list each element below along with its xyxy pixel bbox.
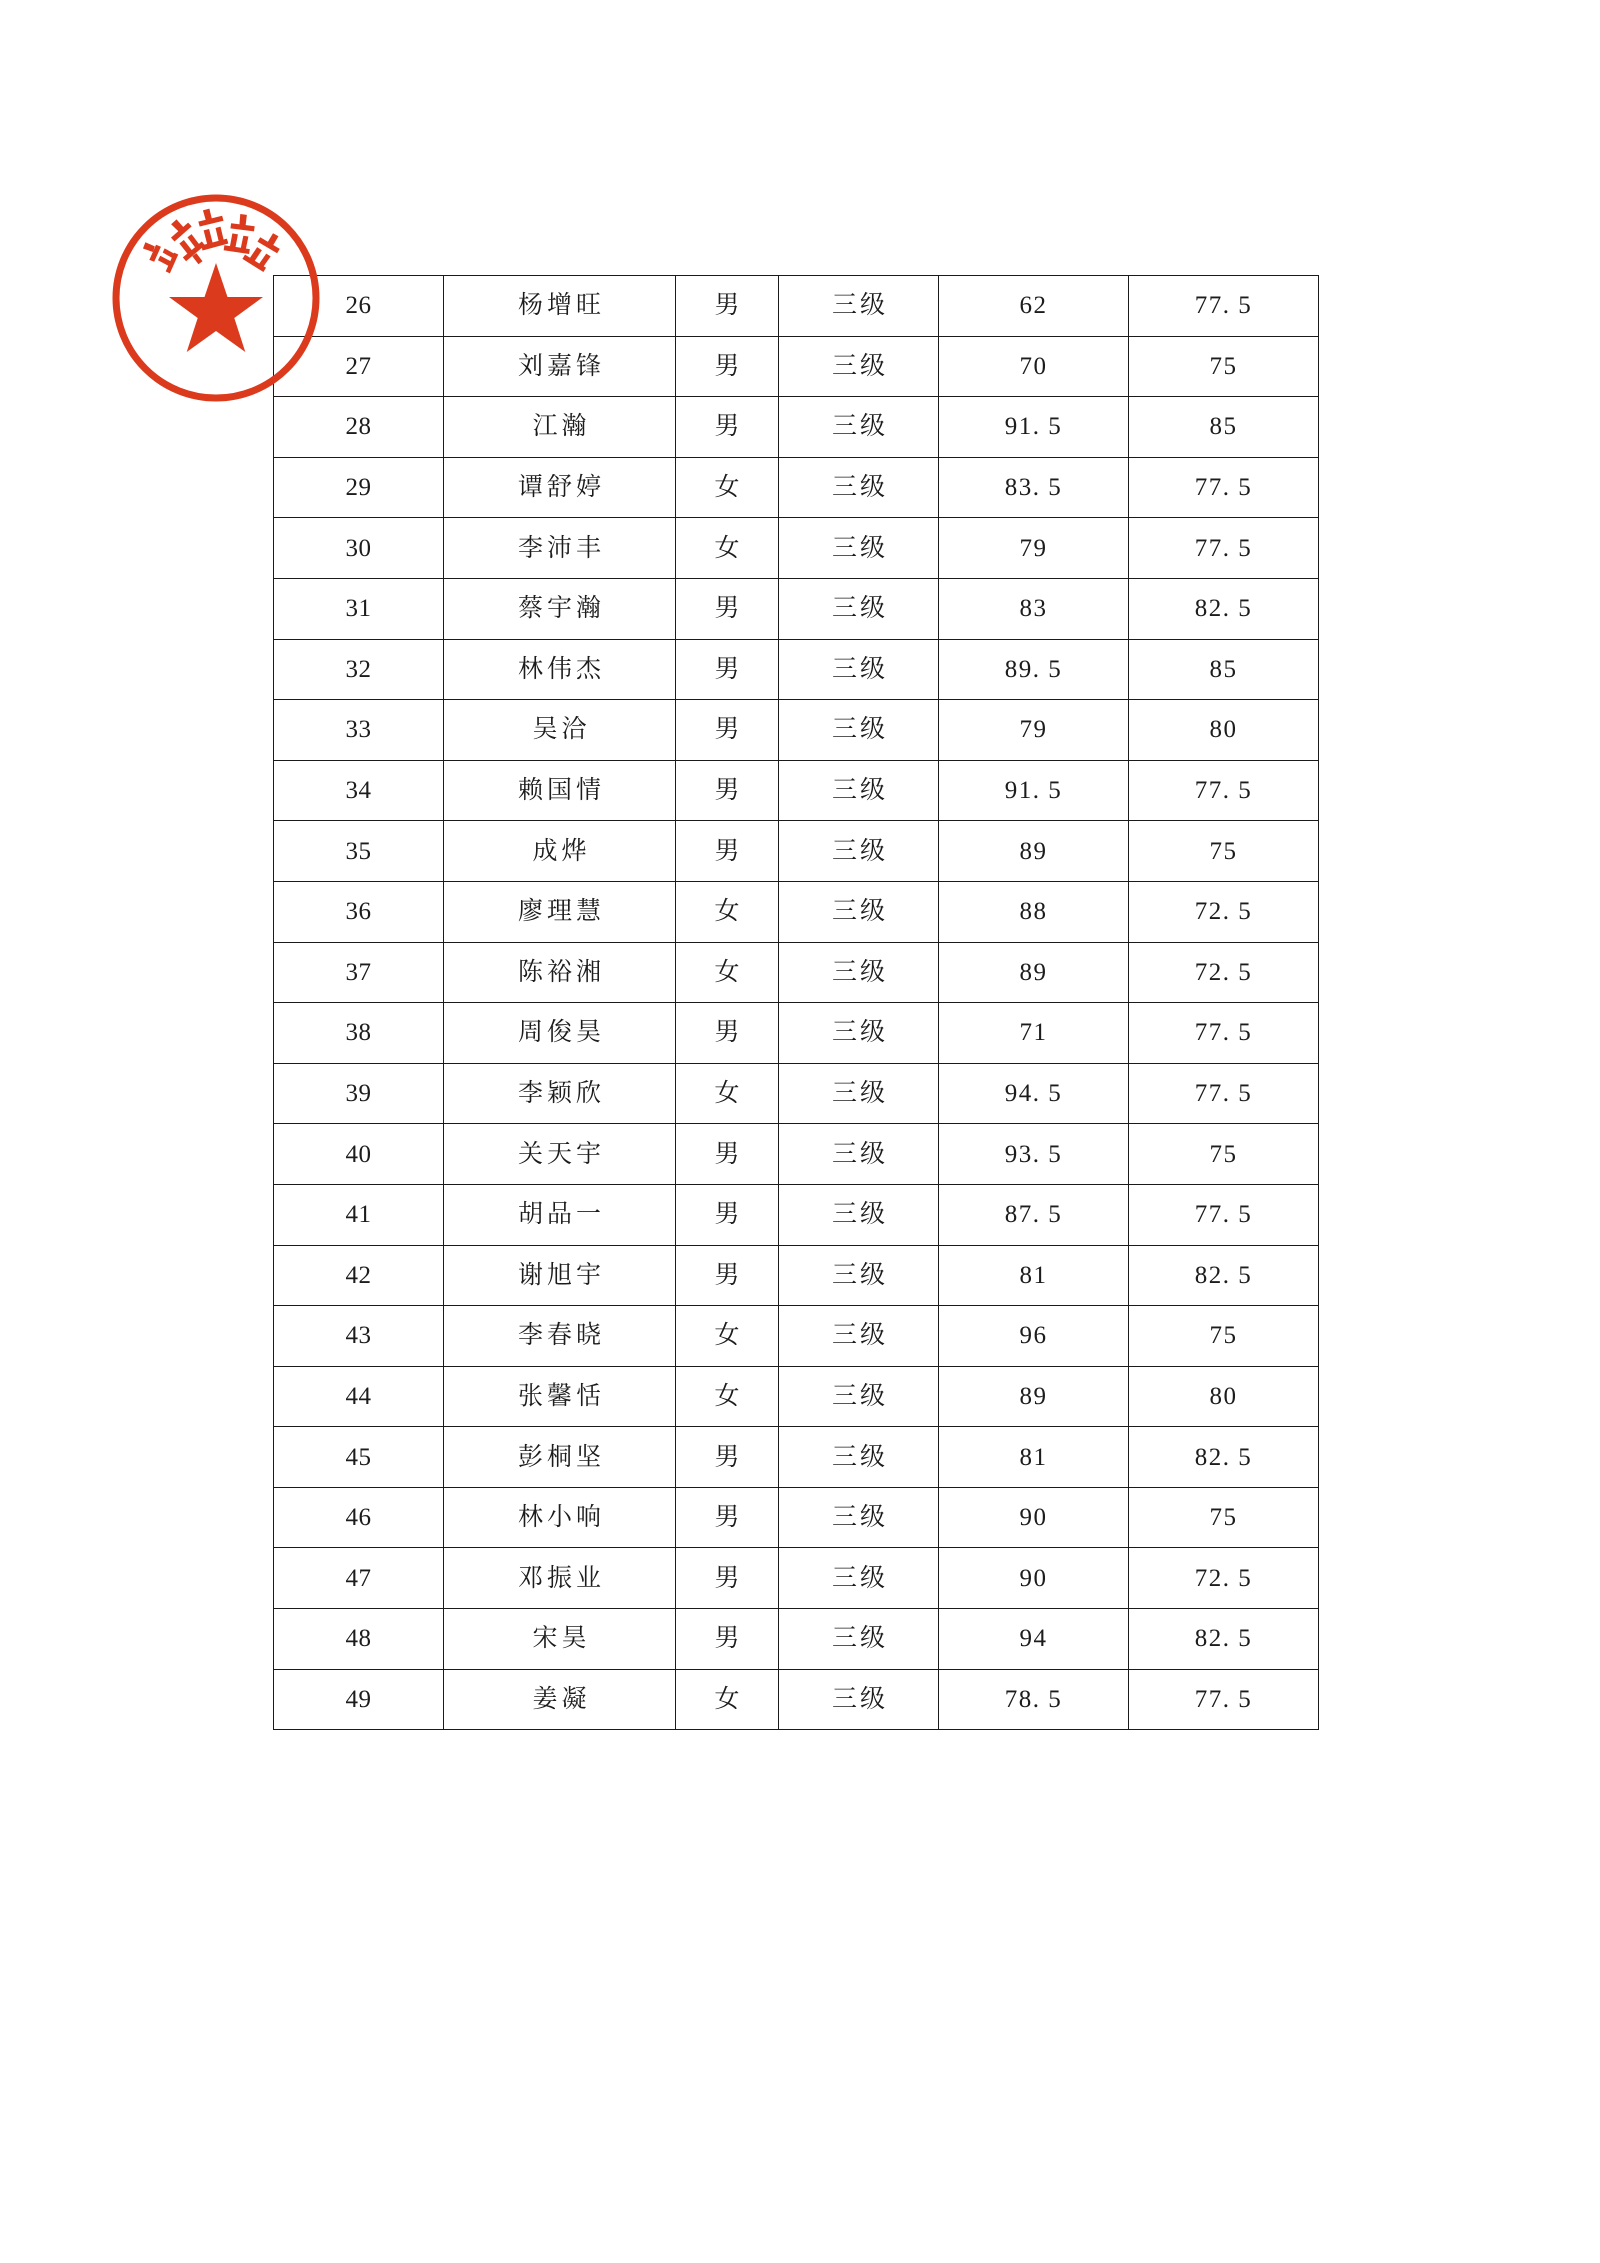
cell-sequence-number: 46 — [274, 1487, 444, 1548]
table-row — [274, 336, 1319, 397]
cell-level: 三级 — [779, 578, 939, 639]
cell-score-two: 85 — [1129, 397, 1319, 458]
roster-table-body — [274, 276, 1319, 1730]
cell-score-two: 72. 5 — [1129, 1548, 1319, 1609]
cell-level: 三级 — [779, 881, 939, 942]
cell-level: 三级 — [779, 1669, 939, 1730]
cell-sequence-number: 42 — [274, 1245, 444, 1306]
cell-gender: 男 — [676, 700, 779, 761]
cell-score-two: 77. 5 — [1129, 457, 1319, 518]
cell-sequence-number: 40 — [274, 1124, 444, 1185]
cell-candidate-name: 陈裕湘 — [444, 942, 676, 1003]
cell-score-two: 82. 5 — [1129, 1609, 1319, 1670]
cell-gender: 男 — [676, 1609, 779, 1670]
cell-score-two: 85 — [1129, 639, 1319, 700]
cell-score-one: 78. 5 — [939, 1669, 1129, 1730]
cell-candidate-name: 吴洽 — [444, 700, 676, 761]
cell-score-two: 82. 5 — [1129, 578, 1319, 639]
cell-score-two: 80 — [1129, 700, 1319, 761]
cell-level: 三级 — [779, 1245, 939, 1306]
cell-score-one: 89 — [939, 1366, 1129, 1427]
cell-score-two: 77. 5 — [1129, 1184, 1319, 1245]
cell-candidate-name: 宋昊 — [444, 1609, 676, 1670]
cell-score-two: 82. 5 — [1129, 1245, 1319, 1306]
cell-score-two: 82. 5 — [1129, 1427, 1319, 1488]
cell-sequence-number: 44 — [274, 1366, 444, 1427]
cell-score-one: 94. 5 — [939, 1063, 1129, 1124]
cell-candidate-name: 林伟杰 — [444, 639, 676, 700]
cell-score-one: 62 — [939, 276, 1129, 337]
cell-gender: 男 — [676, 1245, 779, 1306]
cell-sequence-number: 43 — [274, 1306, 444, 1367]
cell-sequence-number: 39 — [274, 1063, 444, 1124]
cell-candidate-name: 关天宇 — [444, 1124, 676, 1185]
cell-score-two: 77. 5 — [1129, 760, 1319, 821]
cell-level: 三级 — [779, 1184, 939, 1245]
cell-score-two: 80 — [1129, 1366, 1319, 1427]
cell-level: 三级 — [779, 1003, 939, 1064]
cell-candidate-name: 李沛丰 — [444, 518, 676, 579]
cell-sequence-number: 35 — [274, 821, 444, 882]
table-row — [274, 821, 1319, 882]
cell-candidate-name: 张馨恬 — [444, 1366, 676, 1427]
cell-score-one: 79 — [939, 700, 1129, 761]
table-row — [274, 700, 1319, 761]
cell-score-two: 75 — [1129, 1487, 1319, 1548]
table-row — [274, 457, 1319, 518]
cell-gender: 女 — [676, 457, 779, 518]
cell-sequence-number: 41 — [274, 1184, 444, 1245]
roster-table — [273, 275, 1319, 1730]
cell-gender: 女 — [676, 1669, 779, 1730]
cell-sequence-number: 33 — [274, 700, 444, 761]
cell-gender: 男 — [676, 1487, 779, 1548]
cell-score-one: 71 — [939, 1003, 1129, 1064]
table-row — [274, 760, 1319, 821]
cell-sequence-number: 29 — [274, 457, 444, 518]
table-row — [274, 1306, 1319, 1367]
cell-candidate-name: 廖理慧 — [444, 881, 676, 942]
cell-score-one: 83. 5 — [939, 457, 1129, 518]
table-row — [274, 1245, 1319, 1306]
cell-sequence-number: 34 — [274, 760, 444, 821]
cell-candidate-name: 周俊昊 — [444, 1003, 676, 1064]
cell-score-two: 72. 5 — [1129, 942, 1319, 1003]
cell-candidate-name: 彭桐坚 — [444, 1427, 676, 1488]
cell-score-one: 89 — [939, 821, 1129, 882]
cell-level: 三级 — [779, 397, 939, 458]
cell-level: 三级 — [779, 700, 939, 761]
cell-score-one: 90 — [939, 1548, 1129, 1609]
cell-gender: 女 — [676, 518, 779, 579]
cell-gender: 女 — [676, 1306, 779, 1367]
cell-gender: 女 — [676, 942, 779, 1003]
cell-score-one: 87. 5 — [939, 1184, 1129, 1245]
roster-table-container — [273, 275, 1318, 1730]
cell-level: 三级 — [779, 518, 939, 579]
cell-candidate-name: 成烨 — [444, 821, 676, 882]
cell-level: 三级 — [779, 1427, 939, 1488]
cell-score-one: 90 — [939, 1487, 1129, 1548]
cell-sequence-number: 32 — [274, 639, 444, 700]
cell-candidate-name: 谢旭宇 — [444, 1245, 676, 1306]
cell-gender: 男 — [676, 1124, 779, 1185]
cell-candidate-name: 蔡宇瀚 — [444, 578, 676, 639]
table-row — [274, 397, 1319, 458]
table-row — [274, 1669, 1319, 1730]
cell-score-one: 93. 5 — [939, 1124, 1129, 1185]
cell-gender: 女 — [676, 881, 779, 942]
cell-score-one: 94 — [939, 1609, 1129, 1670]
cell-level: 三级 — [779, 1063, 939, 1124]
cell-sequence-number: 48 — [274, 1609, 444, 1670]
cell-score-one: 89 — [939, 942, 1129, 1003]
cell-candidate-name: 江瀚 — [444, 397, 676, 458]
cell-score-one: 81 — [939, 1427, 1129, 1488]
table-row — [274, 881, 1319, 942]
cell-candidate-name: 姜凝 — [444, 1669, 676, 1730]
cell-candidate-name: 谭舒婷 — [444, 457, 676, 518]
cell-level: 三级 — [779, 1548, 939, 1609]
cell-candidate-name: 胡品一 — [444, 1184, 676, 1245]
table-row — [274, 1427, 1319, 1488]
cell-gender: 男 — [676, 1003, 779, 1064]
cell-gender: 男 — [676, 1548, 779, 1609]
cell-level: 三级 — [779, 821, 939, 882]
cell-score-two: 75 — [1129, 1306, 1319, 1367]
cell-sequence-number: 47 — [274, 1548, 444, 1609]
cell-gender: 男 — [676, 639, 779, 700]
cell-score-two: 72. 5 — [1129, 881, 1319, 942]
cell-level: 三级 — [779, 1124, 939, 1185]
cell-score-one: 70 — [939, 336, 1129, 397]
cell-sequence-number: 37 — [274, 942, 444, 1003]
table-row — [274, 639, 1319, 700]
cell-score-one: 96 — [939, 1306, 1129, 1367]
cell-gender: 男 — [676, 578, 779, 639]
cell-level: 三级 — [779, 760, 939, 821]
seal-characters — [138, 208, 289, 276]
cell-sequence-number: 26 — [274, 276, 444, 337]
cell-score-one: 81 — [939, 1245, 1129, 1306]
cell-score-one: 88 — [939, 881, 1129, 942]
cell-gender: 女 — [676, 1063, 779, 1124]
cell-gender: 男 — [676, 760, 779, 821]
table-row — [274, 942, 1319, 1003]
cell-sequence-number: 45 — [274, 1427, 444, 1488]
cell-level: 三级 — [779, 639, 939, 700]
cell-gender: 女 — [676, 1366, 779, 1427]
cell-score-one: 91. 5 — [939, 397, 1129, 458]
table-row — [274, 1487, 1319, 1548]
cell-level: 三级 — [779, 942, 939, 1003]
cell-gender: 男 — [676, 1184, 779, 1245]
cell-score-one: 89. 5 — [939, 639, 1129, 700]
cell-score-two: 77. 5 — [1129, 1003, 1319, 1064]
cell-sequence-number: 28 — [274, 397, 444, 458]
cell-level: 三级 — [779, 1366, 939, 1427]
table-row — [274, 1063, 1319, 1124]
table-row — [274, 276, 1319, 337]
cell-level: 三级 — [779, 336, 939, 397]
cell-sequence-number: 38 — [274, 1003, 444, 1064]
cell-candidate-name: 刘嘉锋 — [444, 336, 676, 397]
cell-score-two: 77. 5 — [1129, 518, 1319, 579]
cell-score-two: 77. 5 — [1129, 276, 1319, 337]
table-row — [274, 1124, 1319, 1185]
table-row — [274, 1366, 1319, 1427]
cell-score-two: 75 — [1129, 821, 1319, 882]
cell-candidate-name: 杨增旺 — [444, 276, 676, 337]
cell-sequence-number: 27 — [274, 336, 444, 397]
table-row — [274, 578, 1319, 639]
cell-gender: 男 — [676, 397, 779, 458]
table-row — [274, 1548, 1319, 1609]
table-row — [274, 518, 1319, 579]
cell-score-two: 75 — [1129, 336, 1319, 397]
cell-gender: 男 — [676, 276, 779, 337]
table-row — [274, 1003, 1319, 1064]
cell-sequence-number: 49 — [274, 1669, 444, 1730]
cell-gender: 男 — [676, 336, 779, 397]
cell-score-two: 77. 5 — [1129, 1063, 1319, 1124]
cell-candidate-name: 李颖欣 — [444, 1063, 676, 1124]
cell-gender: 男 — [676, 1427, 779, 1488]
cell-score-one: 79 — [939, 518, 1129, 579]
cell-score-two: 75 — [1129, 1124, 1319, 1185]
cell-score-one: 91. 5 — [939, 760, 1129, 821]
cell-sequence-number: 30 — [274, 518, 444, 579]
cell-level: 三级 — [779, 457, 939, 518]
cell-level: 三级 — [779, 1609, 939, 1670]
cell-sequence-number: 36 — [274, 881, 444, 942]
cell-candidate-name: 林小响 — [444, 1487, 676, 1548]
cell-score-one: 83 — [939, 578, 1129, 639]
cell-candidate-name: 赖国情 — [444, 760, 676, 821]
cell-candidate-name: 李春晓 — [444, 1306, 676, 1367]
cell-score-two: 77. 5 — [1129, 1669, 1319, 1730]
cell-level: 三级 — [779, 1487, 939, 1548]
cell-level: 三级 — [779, 1306, 939, 1367]
table-row — [274, 1184, 1319, 1245]
cell-sequence-number: 31 — [274, 578, 444, 639]
seal-star-icon — [169, 263, 263, 352]
cell-candidate-name: 邓振业 — [444, 1548, 676, 1609]
cell-gender: 男 — [676, 821, 779, 882]
table-row — [274, 1609, 1319, 1670]
cell-level: 三级 — [779, 276, 939, 337]
